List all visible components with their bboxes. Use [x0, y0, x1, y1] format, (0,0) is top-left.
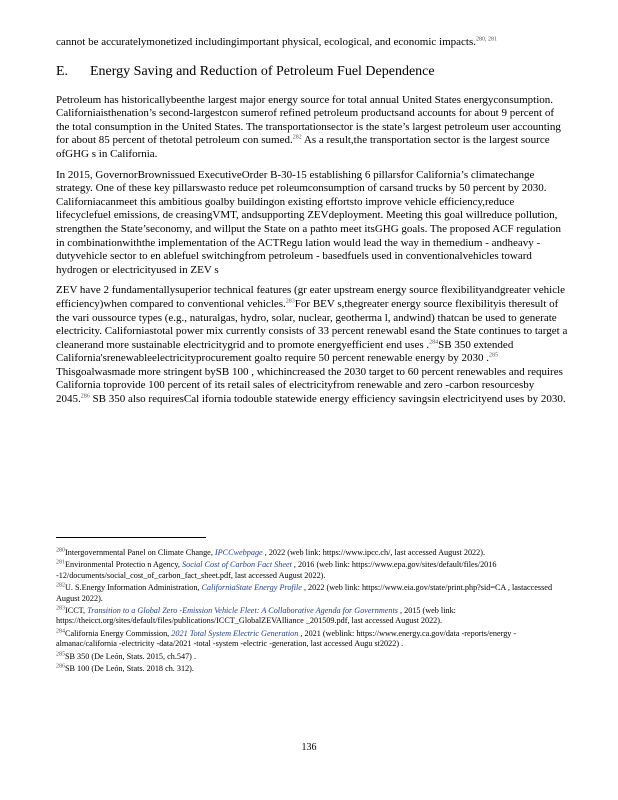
footnote-ref[interactable]: 283 [285, 298, 295, 305]
footnote-text: , 2022 (web link: https://www.eia.gov/state/print.php?sid=CA , lastaccessed August 2022). [56, 583, 553, 603]
paragraph-text: As a result,the transportation sector is the largest source ofGHG s in California. [56, 134, 550, 160]
paragraph-text: cannot be accuratelymonetized includingimportant physical, ecological, and economic impacts. [56, 36, 476, 48]
footnote-link[interactable]: Social Cost of Carbon Fact Sheet [182, 560, 292, 570]
page-body [56, 36, 568, 414]
section-title: Energy Saving and Reduction of Petroleum Fuel Dependence [90, 63, 435, 79]
footnote-number: 283 [56, 605, 65, 612]
paragraph-petroleum [56, 94, 568, 162]
section-heading [56, 64, 568, 80]
footnote-text: , 2021 (weblink: https://www.energy.ca.gov/data -reports/energy -almanac/california -electricity -data/2021 -total -system -electric -generation, last accessed Augu st2022) . [56, 628, 517, 649]
footnote [56, 548, 568, 558]
footnote-text: Environmental Protectio n Agency, [65, 560, 183, 570]
footnote-text: , 2016 (web link: https://www.epa.gov/sites/default/files/2016 -12/documents/social_cost_of_carbon_fact_sheet.pdf, last accessed August 2022). [56, 560, 497, 580]
footnotes [56, 548, 568, 676]
footnote-text: SB 100 (De León, Stats. 2018 ch. 312). [65, 664, 194, 674]
footnote-number: 284 [56, 628, 65, 635]
footnote-ref[interactable]: 284 [429, 339, 439, 346]
footnote-link[interactable]: CaliforniaState Energy Profile [201, 583, 302, 593]
footnote-link[interactable]: 2021 Total System Electric Generation [171, 628, 299, 638]
footnote-text: SB 350 (De León, Stats. 2015, ch.547) . [65, 651, 196, 661]
paragraph-zev-features [56, 284, 568, 406]
paragraph-executive-order [56, 169, 568, 278]
footnote-ref[interactable]: 285 [489, 352, 499, 359]
footnote-text: , 2015 (web link: https://theicct.org/sites/default/files/publications/ICCT_GlobalZEVAlliance _201509.pdf, last accessed August 2022). [56, 606, 456, 626]
footnote [56, 606, 568, 627]
footnote-ref[interactable]: 280, 281 [476, 36, 497, 43]
paragraph-text: SB 350 also requiresCal ifornia todouble statewide energy efficiency savingsin electricityend uses by 2030. [92, 393, 566, 406]
footnote-text: , 2022 (web link: https://www.ipcc.ch/, last accessed August 2022). [262, 548, 485, 557]
footnote-text: California Energy Commission, [65, 628, 172, 638]
footnote-text: U. S.Energy Information Administration, [65, 583, 202, 593]
footnote-separator [56, 537, 206, 538]
footnote [56, 583, 568, 604]
footnote-number: 282 [56, 582, 65, 589]
footnote [56, 629, 568, 650]
paragraph-text: For BEV s,thegreater energy source flexibilityis theresult of the vari oussource types (e.g., naturalgas, hydro, solar, nuclear, geotherma l, andwind) thatcan be used to generate electricity. Californiastotal power mix currently consists of 33 percent renewabl esand the State continues to target a cleanerand more sustainable electricitygrid and to promote energyefficient end uses . [56, 297, 568, 351]
paragraph-text: ZEV have 2 fundamentallysuperior technical features (gr eater upstream energy source flexibilityandgreater vehicle efficiency)when compared to conventional vehicles. [56, 284, 566, 310]
continued-paragraph [56, 36, 568, 50]
footnote-number: 280 [56, 547, 65, 554]
paragraph-text: In 2015, GovernorBrownissued ExecutiveOrder B-30-15 establishing 6 pillarsfor California’s climatechange strategy. One of these key pillarswasto reduce pet roleumconsumption of carsand trucks by 50 percent by 2030. Californiacanmeet this ambitious goalby buildingon existing effortsto improve vehicle efficiency,reduce lifecyclefuel emissions, de creasingVMT, andsupporting ZEVdeployment. Meeting this goal willreduce pollution, strengthen the State’seconomy, and willput the State on a pathto meet itsGHG goals. The proposed ACF regulation in combinationwiththe implementation of the ACTRegu lation would lead the way in themedium - andheavy -dutyvehicle sector to en ablefuel switchingfrom petroleum - basedfuels used in conventionalvehicles toward hydrogen or electricityused in ZEV s [56, 168, 561, 276]
section-letter: E. [56, 63, 69, 79]
footnote-text: Intergovernmental Panel on Climate Change, [65, 548, 215, 557]
footnote-number: 286 [56, 663, 65, 670]
paragraph-text: SB 350 extended California'srenewableelectricityprocurement goalto require 50 percent renewable energy by 2030 . [56, 338, 514, 365]
paragraph-text: Thisgoalwasmade more stringent bySB 100 , whichincreased the 2030 target to 60 percent renewables and requires California toprovide 100 percent of its retail sales of electricityfrom renewable and zero -carbon resourcesby 2045. [56, 365, 563, 406]
footnote [56, 652, 568, 662]
footnote-number: 285 [56, 650, 65, 657]
footnote-ref[interactable]: 282 [292, 134, 302, 141]
paragraph-text: Petroleum has historicallybeenthe largest major energy source for total annual United States energyconsumption. Californiaisthenation’s second-largestcon sumerof refined petroleum productsand accounts for about 9 percent of the total consumption in the United States. The transportationsector is the state’s largest petroleum user accounting for about 85 percent of thetotal petroleum con sumed. [56, 93, 561, 147]
footnote-ref[interactable]: 286 [80, 393, 90, 400]
footnote-number: 281 [56, 559, 65, 566]
footnote-text: ICCT, [65, 606, 88, 616]
footnote-link[interactable]: IPCCwebpage [214, 548, 263, 557]
page-number: 136 [301, 742, 317, 753]
footnote [56, 664, 568, 674]
footnote-link[interactable]: Transition to a Global Zero -Emission Vehicle Fleet: A Collaborative Agenda for Governments [87, 606, 398, 616]
footnote [56, 560, 568, 581]
